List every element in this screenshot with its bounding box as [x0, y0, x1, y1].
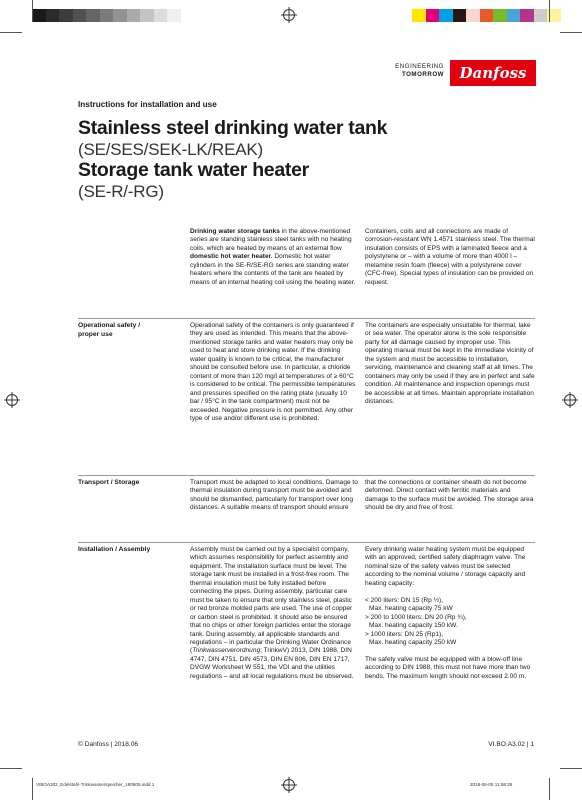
calibration-swatch: [59, 9, 73, 22]
calibration-swatch: [127, 9, 141, 22]
grayscale-calibration-bar: [32, 9, 181, 22]
operational-paragraph-right: The containers are especially unsuitable for thermal, lake or sea water. The operator alone is the sole responsible party for all damage caused by improper use. This operating manual must be kept in the immediate vicinity of the system and must be accessible to installation, servicing, maintenance and cleaning staff at all times. The containers may only be used if they are in perfect and safe condition. All maintenance and inspection openings must be accessible at all times. Maintain appropriate installation distances.: [365, 322, 535, 406]
crop-mark: [549, 778, 550, 800]
installation-text: ; TrinkwV) 2013, DIN 1988, DIN 4747, DIN 4751, DIN 4573, DIN EN 806, DIN EN 1717, DVGW Worksheet W 551, the VDI and the utilities regulations – and all local regulations must be observed.: [190, 647, 354, 680]
crop-mark: [32, 0, 33, 22]
calibration-swatch: [534, 9, 548, 22]
installation-paragraph-left: [190, 546, 358, 681]
intro-text-2: Domestic hot water cylinders in the SE-R/SE-RG series are standing water heaters where the contents of the tank are heated by means of an internal heating coil using the heating water.: [190, 253, 356, 286]
crop-mark: [549, 0, 550, 22]
calibration-swatch: [140, 9, 154, 22]
tagline-line1: ENGINEERING: [395, 63, 444, 70]
crop-mark: [0, 768, 22, 769]
section-label-transport: Transport / Storage: [78, 479, 140, 486]
calibration-swatch: [412, 9, 426, 22]
title-line-3: Storage tank water heater: [78, 159, 309, 181]
installation-text: Assembly must be carried out by a specialist company, which assumes responsibility for perfect assembly and equipment. The installation surface must be level. The storage tank must be installed in a frost-free room. The thermal insulation must be fully installed before connecting the pipes. During assembly, particular care must be taken to ensure that only stainless steel, plastic or red bronze molded parts are used. The use of copper or carbon steel is prohibited. It should also be ensured that no chips or other foreign particles enter the storage tank. During assembly, all applicable standards and regulations – in particular the Drinking Water Ordinance (: [190, 546, 353, 655]
label-line: Operational safety /: [78, 322, 141, 329]
valve-spec: > 1000 liters: DN 25 (Rp1),: [365, 630, 444, 638]
title-line-1: Stainless steel drinking water tank: [78, 117, 388, 139]
registration-mark-left-icon: [6, 394, 18, 406]
brand-header: [372, 60, 532, 90]
section-divider: [78, 475, 535, 476]
transport-paragraph-left: Transport must be adapted to local conditions. Damage to thermal insulation during transport must be avoided and should be dismantled, particularly for transport over long distances. A suitable means of transport should ensure: [190, 479, 358, 512]
transport-paragraph-right: that the connections or container sheath do not become deformed. Direct contact with ferritic materials and damage to the surface must be avoided. The storage area should be dry and free of frost.: [365, 479, 534, 512]
calibration-swatch: [493, 9, 507, 22]
calibration-swatch: [520, 9, 534, 22]
intro-text-1: in the above-mentioned series are standing stainless steel tanks with no heating coils, which are heated by means of an external flow: [190, 228, 352, 252]
valve-spec: Max. heating capacity 250 kW: [369, 638, 457, 646]
color-calibration-bar: [412, 9, 561, 22]
tagline-line2: TOMORROW: [401, 71, 444, 78]
brand-tagline: [384, 63, 444, 79]
document-type: Instructions for installation and use: [78, 100, 217, 109]
calibration-swatch: [480, 9, 494, 22]
document-title: [78, 118, 387, 202]
calibration-swatch: [167, 9, 181, 22]
calibration-swatch: [86, 9, 100, 22]
print-slug-date: 2018-06-05 11:58:25: [470, 782, 513, 787]
label-line: proper use: [78, 330, 113, 338]
calibration-swatch: [73, 9, 87, 22]
calibration-swatch: [32, 9, 46, 22]
intro-paragraph-left: [190, 228, 358, 287]
crop-mark: [560, 32, 582, 33]
calibration-swatch: [426, 9, 440, 22]
valve-spec: < 200 liters: DN 15 (Rp ½),: [365, 596, 444, 604]
title-line-2: (SE/SES/SEK-LK/REAK): [78, 140, 263, 159]
registration-mark-bottom-icon: [283, 779, 295, 791]
title-line-4: (SE-R/-RG): [78, 182, 164, 201]
intro-bold-1: Drinking water storage tanks: [190, 228, 280, 235]
calibration-swatch: [154, 9, 168, 22]
crop-mark: [32, 778, 33, 800]
section-divider: [78, 542, 535, 543]
section-label-operational: [78, 322, 178, 339]
danfoss-logo: Danfoss: [450, 60, 536, 86]
registration-mark-right-icon: [564, 394, 576, 406]
operational-paragraph-left: Operational safety of the containers is only guaranteed if they are used as intended. This means that the above-mentioned storage tanks and water heaters may only be used to heat and store drinking water. If the drinking water quality is known to be critical, the manufacturer should be consulted before use. In particular, a chloride content of more than 120 mg/l at temperatures of ≥ 60°C is considered to be critical. The permissible temperatures and pressures specified on the rating plate (usually 10 bar / 95°C in the tank compartment) must not be exceeded. Negative pressure is not permitted. Any other type of use and/or different use is prohibited.: [190, 322, 356, 422]
footer-copyright: © Danfoss | 2018.06: [78, 741, 139, 748]
calibration-swatch: [439, 9, 453, 22]
registration-mark-top-icon: [283, 9, 295, 21]
intro-bold-2: domestic hot water heater.: [190, 253, 273, 261]
print-slug-file: VIBOA302_Edelstahl-Trinkwasserspeicher_180605.indd 1: [36, 782, 155, 787]
valve-spec: Max. heating capacity 75 kW: [369, 605, 453, 613]
calibration-swatch: [507, 9, 521, 22]
calibration-swatch: [113, 9, 127, 22]
installation-intro: Every drinking water heating system must be equipped with an approved, certified safety diaphragm valve. The nominal size of the safety valves must be selected according to the nominal volume / storage capacity and heating capacity:: [365, 546, 526, 587]
crop-mark: [560, 768, 582, 769]
valve-spec: > 200 to 1000 liters: DN 20 (Rp ¾),: [365, 613, 467, 621]
calibration-swatch: [453, 9, 467, 22]
crop-mark: [0, 32, 22, 33]
section-label-installation: Installation / Assembly: [78, 546, 151, 553]
section-divider: [78, 318, 535, 319]
calibration-swatch: [100, 9, 114, 22]
valve-spec: Max. heating capacity 150 kW.: [369, 622, 458, 630]
intro-paragraph-right: Containers, coils and all connections are made of corrosion-resistant WN 1.4571 stainless steel. The thermal insulation consists of EPS with a laminated fleece and a polystyrene or – with a volume of more than 4000 l – melamine resin foam (fleece) with a polystyrene cover (CFC-free). Special types of insulation can be provided on request.: [365, 228, 535, 286]
calibration-swatch: [46, 9, 60, 22]
installation-italic: Trinkwasserverordnung: [192, 647, 261, 655]
footer-doc-number: VI.BO.A3.02 | 1: [488, 741, 534, 748]
installation-outro: The safety valve must be equipped with a blow-off line according to DIN 1988, this must not have more than two bends. The maximum length should not exceed 2.00 m.: [365, 655, 531, 680]
installation-paragraph-right: [365, 546, 535, 681]
calibration-swatch: [466, 9, 480, 22]
